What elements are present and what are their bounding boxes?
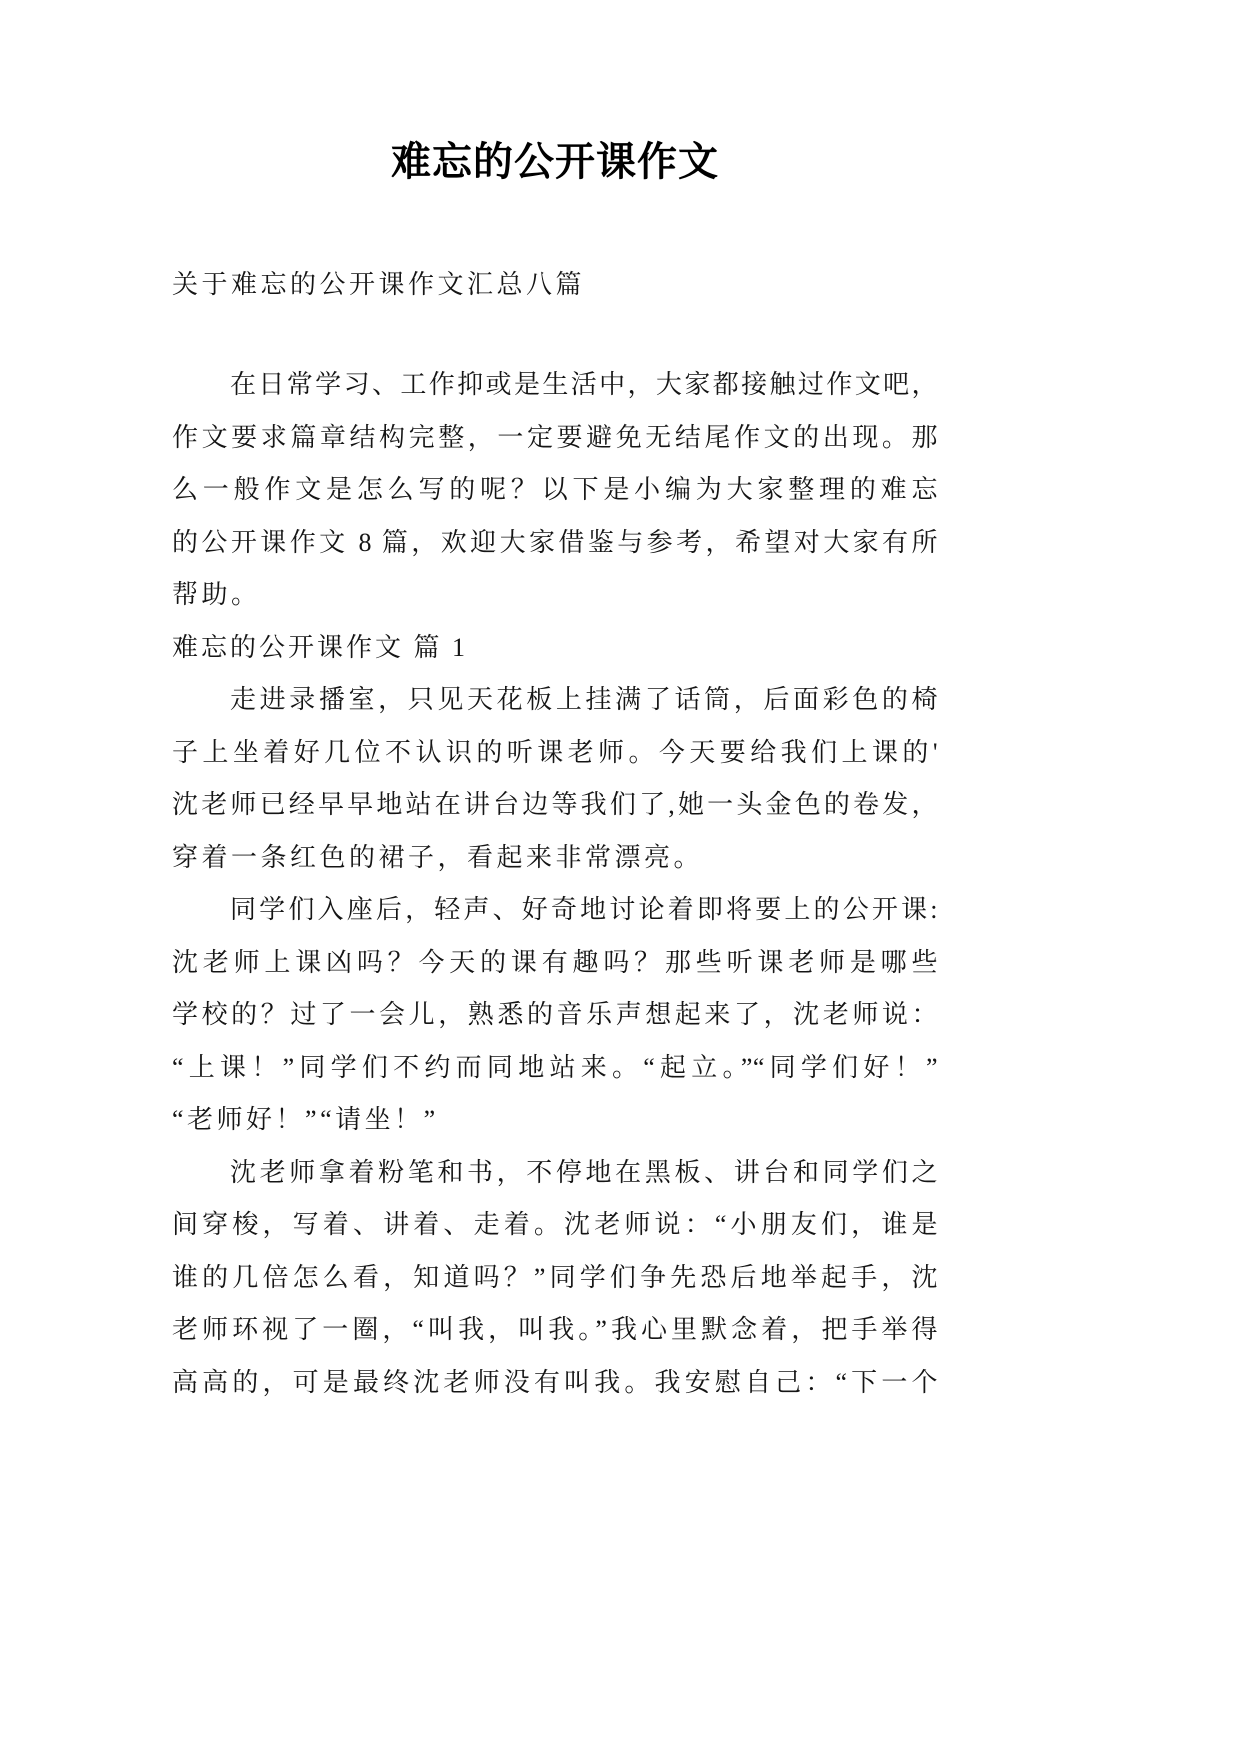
paragraph-line: 么一般作文是怎么写的呢？以下是小编为大家整理的难忘 [172,475,938,504]
paragraph-line: 谁的几倍怎么看，知道吗？”同学们争先恐后地举起手，沈 [172,1262,938,1292]
document-subtitle: 关于难忘的公开课作文汇总八篇 [172,270,586,299]
paragraph [172,1147,938,1410]
paragraph-line: 走进录播室，只见天花板上挂满了话筒，后面彩色的椅 [230,685,938,714]
paragraph-line: 间穿梭，写着、讲着、走着。沈老师说：“小朋友们，谁是 [172,1210,938,1239]
paragraph-line: 的公开课作文 8 篇，欢迎大家借鉴与参考，希望对大家有所 [172,527,938,557]
paragraph-line: “上课！”同学们不约而同地站来。“起立。”“同学们好！” [172,1052,938,1082]
paragraph-line: 同学们入座后，轻声、好奇地讨论着即将要上的公开课: [230,895,938,924]
paragraph-line: 学校的？过了一会儿，熟悉的音乐声想起来了，沈老师说： [172,1000,938,1029]
paragraph-line: “老师好！”“请坐！” [172,1105,439,1134]
paragraph-line: 子上坐着好几位不认识的听课老师。今天要给我们上课的' [172,737,938,767]
paragraph-line: 沈老师拿着粉笔和书，不停地在黑板、讲台和同学们之 [230,1157,938,1187]
paragraph-line: 沈老师上课凶吗？今天的课有趣吗？那些听课老师是哪些 [172,947,938,977]
paragraph-line: 老师环视了一圈，“叫我，叫我。”我心里默念着，把手举得 [172,1315,938,1344]
intro-paragraph [172,359,938,622]
paragraph-line: 沈老师已经早早地站在讲台边等我们了,她一头金色的卷发， [172,790,938,819]
section-heading: 难忘的公开课作文 篇 1 [172,632,469,662]
document-title: 难忘的公开课作文 [391,139,719,184]
paragraph [172,674,938,884]
paragraph-line: 帮助。 [172,580,261,609]
paragraph-line: 穿着一条红色的裙子，看起来非常漂亮。 [172,842,704,872]
paragraph-line: 在日常学习、工作抑或是生活中，大家都接触过作文吧， [230,370,938,399]
document-body [172,359,938,1409]
paragraph-line: 高高的，可是最终沈老师没有叫我。我安慰自己：“下一个 [172,1367,938,1397]
paragraph-line: 作文要求篇章结构完整，一定要避免无结尾作文的出现。那 [172,422,938,452]
paragraph [172,884,938,1147]
